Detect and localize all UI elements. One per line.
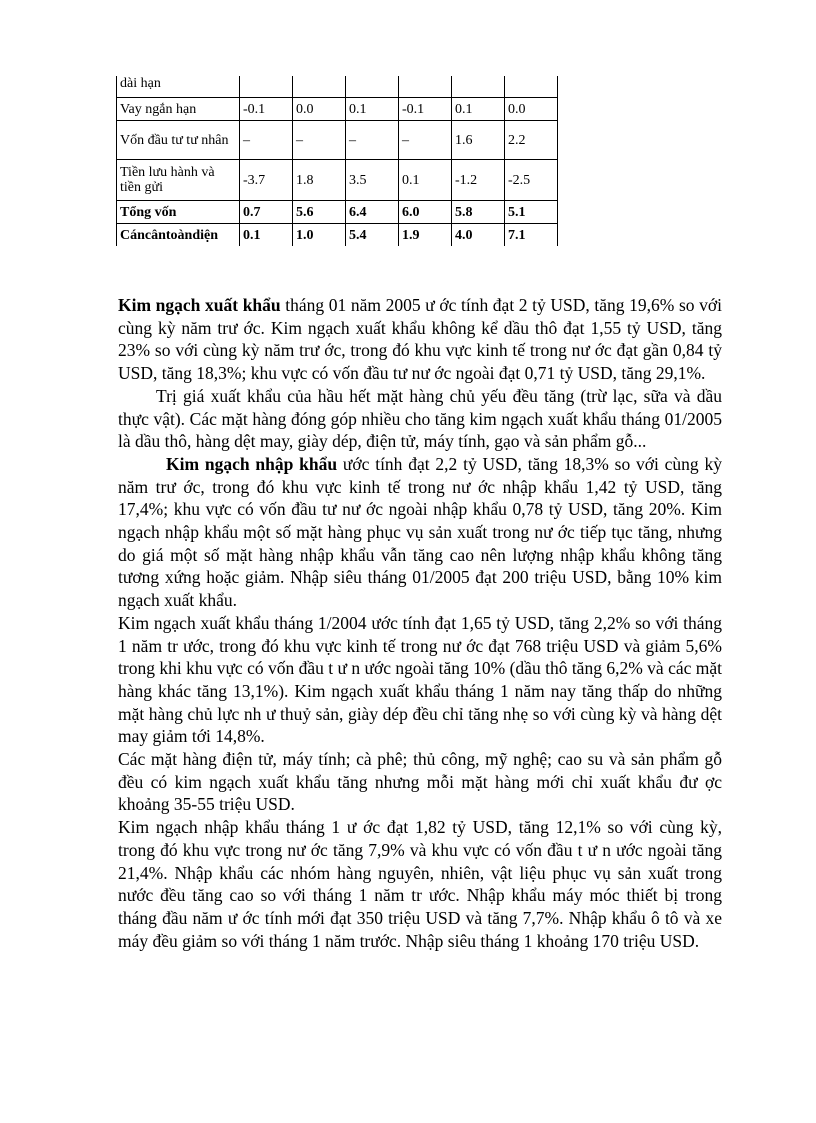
cell-value: 1.8 bbox=[293, 160, 346, 201]
paragraph-export-2004: Kim ngạch xuất khẩu tháng 1/2004 ước tính đạt 1,65 tỷ USD, tăng 2,2% so với tháng 1 năm tr ước, trong đó khu vực kinh tế trong nư ớc đạt 768 triệu USD và giảm 5,6% trong khi khu vực có vốn đầu t ư n ước ngoài tăng 10% (dầu thô tăng 6,2% và các mặt hàng khác tăng 13,1%). Kim ngạch xuất khẩu tháng 1 năm nay tăng thấp do những mặt hàng chủ lực nh ư thuỷ sản, giày dép đều chỉ tăng nhẹ so với cùng kỳ và hàng dệt may giảm tới 14,8%. bbox=[118, 612, 722, 747]
table-row-overall-balance bbox=[117, 224, 558, 247]
cell-value bbox=[293, 76, 346, 98]
cell-value bbox=[346, 76, 399, 98]
cell-value: 1.0 bbox=[293, 224, 346, 247]
cell-value: – bbox=[293, 121, 346, 160]
cell-value: 2.2 bbox=[505, 121, 558, 160]
paragraph-import bbox=[118, 453, 722, 612]
table-row bbox=[117, 160, 558, 201]
paragraph-export-items: Trị giá xuất khẩu của hầu hết mặt hàng chủ yếu đều tăng (trừ lạc, sữa và dầu thực vật). Các mặt hàng đóng góp nhiều cho tăng kim ngạch xuất khẩu tháng 01/2005 là dầu thô, hàng dệt may, giày dép, điện tử, máy tính, gạo và sản phẩm gỗ... bbox=[118, 385, 722, 452]
cell-value: 1.6 bbox=[452, 121, 505, 160]
cell-value: – bbox=[346, 121, 399, 160]
cell-value: -0.1 bbox=[240, 98, 293, 121]
table-row bbox=[117, 98, 558, 121]
export-text: tháng 01 năm 2005 ư ớc tính đạt 2 tỷ USD, tăng 19,6% so với cùng kỳ năm trư ớc. Kim ngạch xuất khẩu không kể dầu thô đạt 1,55 tỷ USD, tăng 23% so với cùng kỳ năm trư ớc, trong đó khu vực kinh tế trong nư ớc đạt gần 0,84 tỷ USD, tăng 18,3%; khu vực có vốn đầu tư nư ớc ngoài đạt 0,71 tỷ USD, tăng 29,1%. bbox=[118, 295, 722, 384]
cell-value: 5.8 bbox=[452, 201, 505, 224]
cell-value: -0.1 bbox=[399, 98, 452, 121]
cell-value: 0.1 bbox=[346, 98, 399, 121]
capital-table bbox=[116, 76, 558, 246]
row-label: Tiền lưu hành và tiền gửi bbox=[117, 160, 240, 201]
cell-value: 5.6 bbox=[293, 201, 346, 224]
export-heading: Kim ngạch xuất khẩu bbox=[118, 295, 281, 315]
row-label: Vay ngắn hạn bbox=[117, 98, 240, 121]
cell-value: 4.0 bbox=[452, 224, 505, 247]
paragraph-import-month1: Kim ngạch nhập khẩu tháng 1 ư ớc đạt 1,82 tỷ USD, tăng 12,1% so với cùng kỳ, trong đó khu vực trong nư ớc tăng 7,9% và khu vực có vốn đầu t ư n ước ngoài tăng 21,4%. Nhập khẩu các nhóm hàng nguyên, nhiên, vật liệu phục vụ sản xuất trong nước đều tăng cao so với tháng 1 năm tr ước. Nhập khẩu máy móc thiết bị trong tháng đầu năm ư ớc tính mới đạt 350 triệu USD và tăng 7,7%. Nhập khẩu ô tô và xe máy đều giảm so với tháng 1 năm trước. Nhập siêu tháng 1 khoảng 170 triệu USD. bbox=[118, 817, 722, 951]
body-text bbox=[118, 294, 722, 952]
cell-value: 0.1 bbox=[452, 98, 505, 121]
cell-value: -3.7 bbox=[240, 160, 293, 201]
cell-value: 0.7 bbox=[240, 201, 293, 224]
import-heading: Kim ngạch nhập khẩu bbox=[166, 453, 338, 474]
cell-value bbox=[399, 76, 452, 98]
cell-value: – bbox=[240, 121, 293, 160]
cell-value bbox=[505, 76, 558, 98]
cell-value: 3.5 bbox=[346, 160, 399, 201]
row-label: Vốn đầu tư tư nhân bbox=[117, 121, 240, 160]
cell-value: -2.5 bbox=[505, 160, 558, 201]
cell-value: 0.1 bbox=[240, 224, 293, 247]
cell-value: -1.2 bbox=[452, 160, 505, 201]
capital-table-wrapper bbox=[116, 76, 558, 246]
cell-value: 0.1 bbox=[399, 160, 452, 201]
table-row bbox=[117, 76, 558, 98]
cell-value: 7.1 bbox=[505, 224, 558, 247]
row-label: dài hạn bbox=[117, 76, 240, 98]
paragraph-export-products: Các mặt hàng điện tử, máy tính; cà phê; thủ công, mỹ nghệ; cao su và sản phẩm gỗ đều có kim ngạch xuất khẩu tăng nhưng mỗi mặt hàng mới chỉ xuất khẩu đư ợc khoảng 35-55 triệu USD. bbox=[118, 749, 722, 815]
cell-value: 6.0 bbox=[399, 201, 452, 224]
row-label: Tổng vốn bbox=[117, 201, 240, 224]
cell-value: – bbox=[399, 121, 452, 160]
import-text: ước tính đạt 2,2 tỷ USD, tăng 18,3% so với cùng kỳ năm trư ớc, trong đó khu vực kinh tế trong nư ớc nhập khẩu 1,42 tỷ USD, tăng 17,4%; khu vực có vốn đầu tư nư ớc ngoài nhập khẩu 0,78 tỷ USD, tăng 20%. Kim ngạch nhập khẩu một số mặt hàng phục vụ sản xuất trong nư ớc tiếp tục tăng, nhưng do giá một số mặt hàng nhập khẩu vẫn tăng cao nên lượng nhập khẩu không tăng tương xứng hoặc giảm. Nhập siêu tháng 01/2005 đạt 200 triệu USD, bằng 10% kim ngạch xuất khẩu. bbox=[118, 453, 722, 611]
cell-value bbox=[240, 76, 293, 98]
table-row bbox=[117, 121, 558, 160]
cell-value bbox=[452, 76, 505, 98]
cell-value: 6.4 bbox=[346, 201, 399, 224]
row-label: Cáncântoàndiện bbox=[117, 224, 240, 247]
cell-value: 1.9 bbox=[399, 224, 452, 247]
cell-value: 0.0 bbox=[293, 98, 346, 121]
paragraph-export bbox=[118, 294, 722, 385]
cell-value: 5.4 bbox=[346, 224, 399, 247]
cell-value: 0.0 bbox=[505, 98, 558, 121]
cell-value: 5.1 bbox=[505, 201, 558, 224]
table-row-total-capital bbox=[117, 201, 558, 224]
